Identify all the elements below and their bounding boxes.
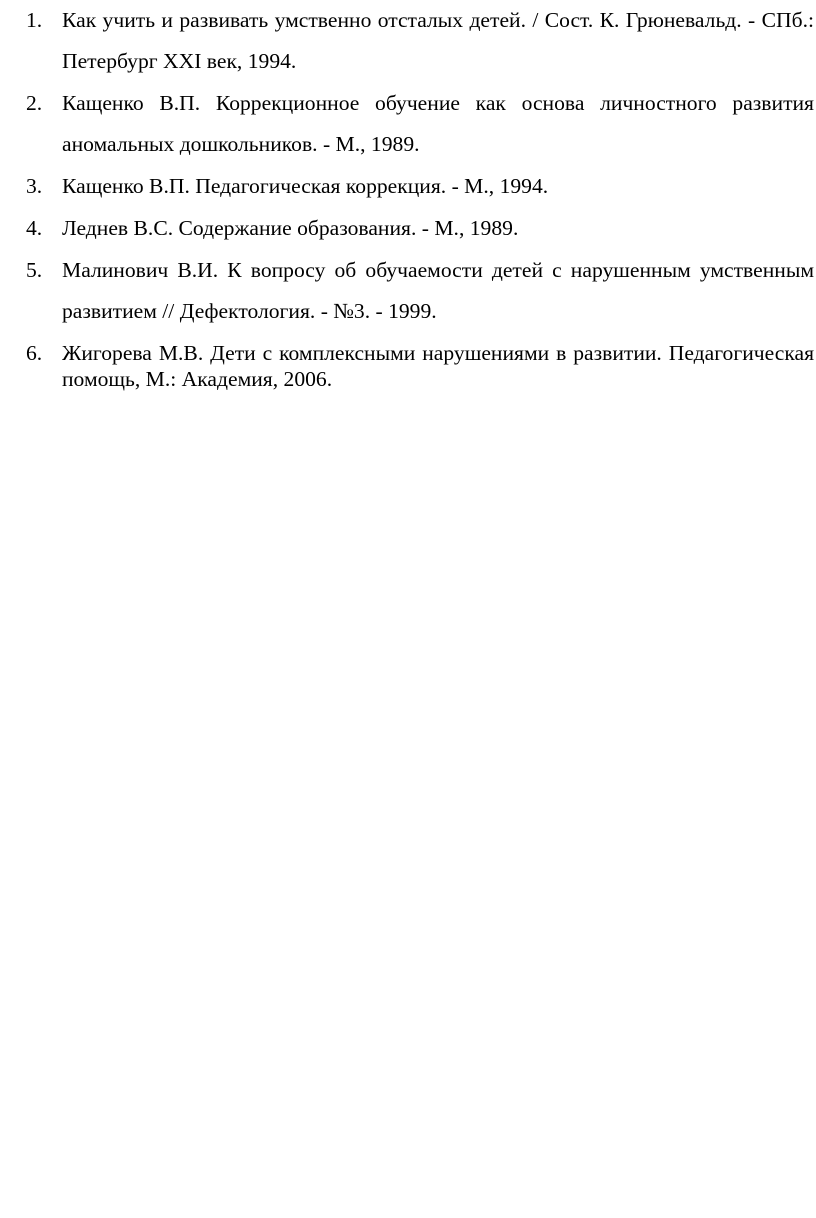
reference-item-5 — [26, 250, 814, 332]
reference-text: Жигорева М.В. Дети с комплексными нарушениями в развитии. Педагогическая помощь, М.: Академия, 2006. — [62, 341, 814, 391]
reference-text: Малинович В.И. К вопросу об обучаемости детей с нарушенным умственным развитием // Дефектология. - №3. - 1999. — [62, 258, 814, 323]
reference-list — [26, 0, 814, 392]
reference-number: 1. — [26, 8, 43, 32]
reference-number: 3. — [26, 174, 43, 198]
reference-text: Леднев В.С. Содержание образования. - М., 1989. — [62, 216, 519, 240]
reference-item-2 — [26, 83, 814, 165]
reference-item-3 — [26, 166, 814, 207]
reference-text: Как учить и развивать умственно отсталых детей. / Сост. К. Грюневальд. - СПб.: Петербург XXI век, 1994. — [62, 8, 814, 73]
reference-number: 2. — [26, 91, 43, 115]
reference-number: 4. — [26, 216, 43, 240]
reference-number: 6. — [26, 341, 43, 365]
reference-item-4 — [26, 208, 814, 249]
reference-number: 5. — [26, 258, 43, 282]
reference-item-1 — [26, 0, 814, 82]
reference-text: Кащенко В.П. Коррекционное обучение как основа личностного развития аномальных дошкольников. - М., 1989. — [62, 91, 814, 156]
reference-text: Кащенко В.П. Педагогическая коррекция. - М., 1994. — [62, 174, 549, 198]
reference-item-6 — [26, 340, 814, 392]
